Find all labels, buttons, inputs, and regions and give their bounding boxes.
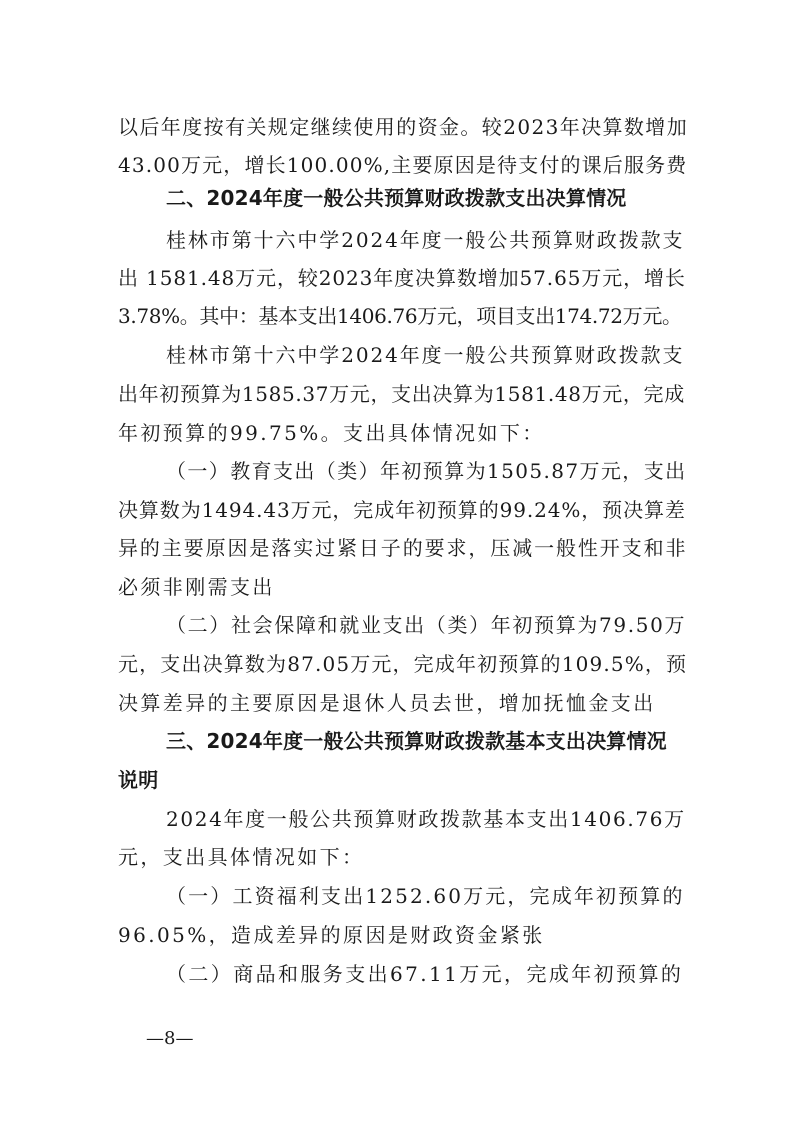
- text-line: 以后年度按有关规定继续使用的资金。较2023年决算数增加: [118, 115, 689, 139]
- section-heading: 三、2024年度一般公共预算财政拨款基本支出决算情况: [166, 729, 667, 753]
- text-line: 3.78%。其中：基本支出1406.76万元，项目支出174.72万元。: [118, 304, 682, 328]
- text-line: 43.00万元，增长100.00%,主要原因是待支付的课后服务费: [118, 153, 688, 177]
- text-line: 桂林市第十六中学2024年度一般公共预算财政拨款支: [166, 228, 685, 252]
- text-line: 出 1581.48万元，较2023年度决算数增加57.65万元，增长: [118, 266, 686, 290]
- section-heading-continued: 说明: [118, 768, 159, 792]
- text-line: 必须非刚需支出: [118, 575, 275, 599]
- text-line: 元，支出具体情况如下：: [118, 845, 365, 869]
- text-line: 出年初预算为1585.37万元，支出决算为1581.48万元，完成: [118, 382, 685, 406]
- text-line: 决算数为1494.43万元，完成年初预算的99.24%，预决算差: [118, 498, 686, 522]
- section-heading: 二、2024年度一般公共预算财政拨款支出决算情况: [166, 186, 627, 210]
- text-line: 桂林市第十六中学2024年度一般公共预算财政拨款支: [166, 343, 685, 367]
- page-number: —8—: [146, 1028, 194, 1049]
- text-line: 决算差异的主要原因是退休人员去世，增加抚恤金支出: [118, 691, 656, 715]
- text-line: （二）商品和服务支出67.11万元，完成年初预算的: [166, 962, 684, 986]
- text-line: 元，支出决算数为87.05万元，完成年初预算的109.5%，预: [118, 652, 688, 676]
- text-line: 年初预算的99.75%。支出具体情况如下：: [118, 421, 545, 445]
- text-line: 96.05%，造成差异的原因是财政资金紧张: [118, 923, 545, 947]
- text-line: 异的主要原因是落实过紧日子的要求，压减一般性开支和非: [118, 536, 688, 560]
- text-line: （一）教育支出（类）年初预算为1505.87万元，支出: [166, 459, 687, 483]
- text-line: （二）社会保障和就业支出（类）年初预算为79.50万: [166, 613, 687, 637]
- text-line: 2024年度一般公共预算财政拨款基本支出1406.76万: [166, 807, 686, 831]
- text-line: （一）工资福利支出1252.60万元，完成年初预算的: [166, 884, 685, 908]
